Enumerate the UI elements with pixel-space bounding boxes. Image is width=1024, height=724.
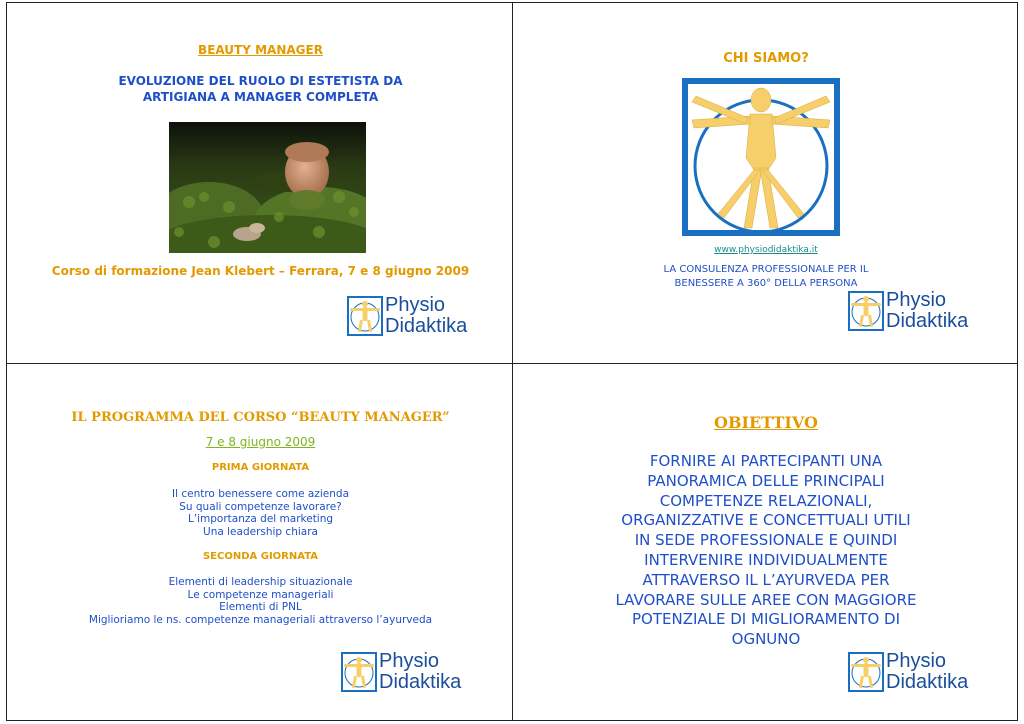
- vitruvian-man-icon: [341, 651, 377, 693]
- slide-programma: [6, 363, 513, 721]
- logo-text-didaktika: Didaktika: [886, 310, 969, 332]
- body-line: FORNIRE AI PARTECIPANTI UNA: [649, 452, 883, 470]
- physio-didaktika-logo: [848, 651, 970, 693]
- list-item: Miglioriamo le ns. competenze manageriali attraverso l’ayurveda: [88, 613, 433, 626]
- logo-text-physio: Physio: [385, 294, 446, 316]
- body-line: OGNUNO: [731, 630, 801, 649]
- vitruvian-man-icon: [848, 651, 884, 693]
- slide3-title: IL PROGRAMMA DEL CORSO “BEAUTY MANAGER”: [71, 410, 450, 425]
- physio-didaktika-logo: [848, 290, 970, 332]
- slide4-body: [513, 452, 1018, 650]
- slide2-tagline-line: BENESSERE A 360° DELLA PERSONA: [674, 278, 858, 289]
- body-line: LAVORARE SULLE AREE CON MAGGIORE: [615, 590, 917, 609]
- slide1-title: BEAUTY MANAGER: [198, 43, 323, 57]
- website-link[interactable]: www.physiodidaktika.it: [714, 245, 818, 255]
- body-line: IN SEDE PROFESSIONALE E QUINDI: [634, 531, 898, 550]
- physio-didaktika-logo: [341, 651, 463, 693]
- body-line: INTERVENIRE INDIVIDUALMENTE: [644, 550, 888, 569]
- logo-text-physio: Physio: [886, 289, 947, 311]
- slide1-subtitle-line: ARTIGIANA A MANAGER COMPLETA: [142, 90, 379, 104]
- vitruvian-man-icon: [347, 295, 383, 337]
- slide3-dates: 7 e 8 giugno 2009: [205, 435, 316, 449]
- logo-text-didaktika: Didaktika: [385, 315, 468, 337]
- day2-heading: SECONDA GIORNATA: [202, 551, 318, 562]
- slide1-subtitle-line: EVOLUZIONE DEL RUOLO DI ESTETISTA DA: [118, 74, 403, 88]
- slide2-tagline: [513, 263, 1018, 291]
- list-item: Su quali competenze lavorare?: [179, 500, 342, 513]
- day1-list: [7, 488, 513, 538]
- slide1-subtitle: [7, 73, 513, 105]
- logo-text-physio: Physio: [379, 650, 440, 672]
- body-line: ATTRAVERSO IL L’AYURVEDA PER: [642, 570, 890, 589]
- list-item: Elementi di PNL: [219, 601, 302, 613]
- list-item: Il centro benessere come azienda: [171, 488, 350, 500]
- logo-text-physio: Physio: [886, 650, 947, 672]
- list-item: Elementi di leadership situazionale: [168, 576, 353, 588]
- body-line: COMPETENZE RELAZIONALI,: [659, 491, 873, 510]
- body-line: POTENZIALE DI MIGLIORAMENTO DI: [631, 610, 901, 629]
- logo-text-didaktika: Didaktika: [379, 671, 462, 693]
- list-item: Una leadership chiara: [203, 525, 318, 538]
- vitruvian-man-illustration: [682, 78, 840, 236]
- slide1-footer: Corso di formazione Jean Klebert – Ferrara, 7 e 8 giugno 2009: [51, 264, 470, 278]
- day2-list: [7, 576, 513, 626]
- list-item: L’importanza del marketing: [187, 513, 334, 525]
- physio-didaktika-logo: [347, 295, 469, 337]
- slide-chi-siamo: [512, 2, 1018, 364]
- logo-text-didaktika: Didaktika: [886, 671, 969, 693]
- slide2-tagline-line: LA CONSULENZA PROFESSIONALE PER IL: [663, 264, 869, 275]
- day1-heading: PRIMA GIORNATA: [211, 462, 310, 473]
- slide2-title: CHI SIAMO?: [723, 51, 809, 66]
- slide-obiettivo: [512, 363, 1018, 721]
- buddha-garden-photo: [169, 122, 366, 253]
- vitruvian-man-icon: [682, 78, 840, 236]
- vitruvian-man-icon: [848, 290, 884, 332]
- body-line: PANORAMICA DELLE PRINCIPALI: [647, 471, 885, 490]
- list-item: Le competenze manageriali: [187, 588, 334, 601]
- body-line: ORGANIZZATIVE E CONCETTUALI UTILI: [621, 511, 911, 530]
- slide4-title: OBIETTIVO: [714, 413, 818, 432]
- slide-beauty-manager: [6, 2, 513, 364]
